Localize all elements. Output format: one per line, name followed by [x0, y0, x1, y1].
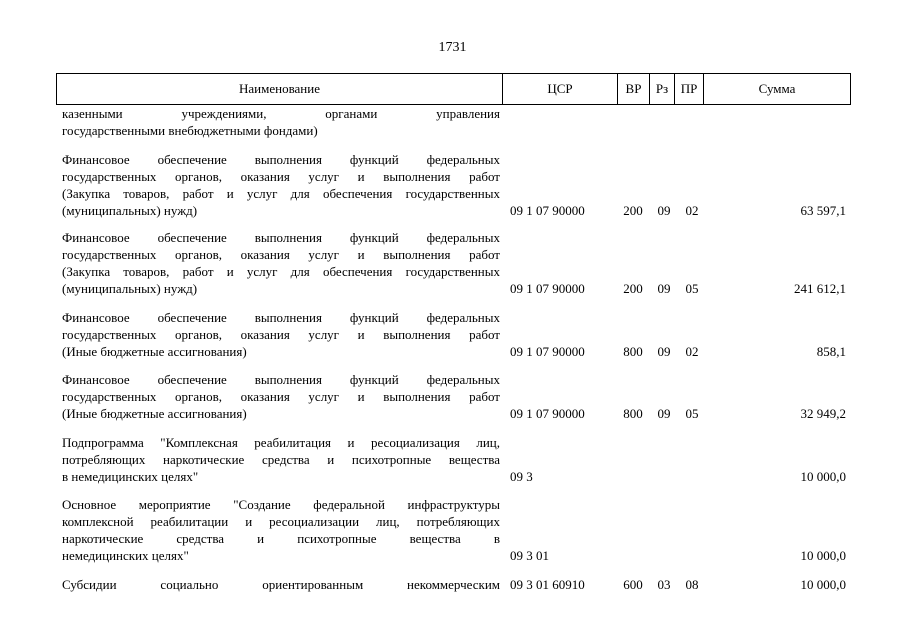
row-csr: 09 1 07 90000 — [510, 344, 585, 359]
row-name-line: Финансовое обеспечение выполнения функций федеральных — [62, 230, 500, 245]
row-sum: 858,1 — [816, 344, 846, 359]
row-sum: 10 000,0 — [800, 469, 846, 484]
continuation-line: казенными учреждениями, органами управления — [62, 106, 500, 121]
header-sum: Сумма — [758, 81, 796, 96]
row-name-line: немедицинских целях" — [62, 548, 189, 563]
row-sum: 63 597,1 — [800, 203, 846, 218]
row-name-line: потребляющих наркотические средства и психотропные вещества — [62, 452, 500, 467]
row-csr: 09 3 01 — [510, 548, 549, 563]
row-name-line: (Иные бюджетные ассигнования) — [62, 406, 247, 421]
row-name-line: наркотические средства и психотропные вещества в — [62, 531, 500, 546]
row-name-line: Финансовое обеспечение выполнения функций федеральных — [62, 372, 500, 387]
header-rz: Рз — [655, 81, 669, 96]
row-csr: 09 1 07 90000 — [510, 406, 585, 421]
row-rz: 09 — [657, 281, 671, 296]
row-rz: 03 — [657, 577, 671, 592]
row-sum: 10 000,0 — [800, 548, 846, 563]
row-csr: 09 3 — [510, 469, 533, 484]
row-rz: 09 — [657, 406, 671, 421]
row-rz: 09 — [657, 203, 671, 218]
table-header — [56, 73, 851, 105]
row-rz: 09 — [657, 344, 671, 359]
row-vr: 800 — [623, 406, 643, 421]
row-csr: 09 1 07 90000 — [510, 203, 585, 218]
row-name-line: Субсидии социально ориентированным некоммерческим — [62, 577, 500, 592]
row-name-line: (муниципальных) нужд) — [62, 203, 198, 218]
row-sum: 32 949,2 — [800, 406, 846, 421]
row-csr: 09 3 01 60910 — [510, 577, 585, 592]
row-name-line: государственных органов, оказания услуг и выполнения работ — [62, 327, 500, 342]
row-pr: 02 — [685, 203, 699, 218]
row-name-line: Финансовое обеспечение выполнения функций федеральных — [62, 310, 500, 325]
row-vr: 600 — [623, 577, 643, 592]
row-name-line: государственных органов, оказания услуг и выполнения работ — [62, 247, 500, 262]
row-pr: 05 — [685, 281, 699, 296]
row-pr: 05 — [685, 406, 699, 421]
row-name-line: комплексной реабилитации и ресоциализации лиц, потребляющих — [62, 514, 500, 529]
row-name-line: в немедицинских целях" — [62, 469, 199, 484]
header-vr: ВР — [625, 81, 642, 96]
row-vr: 200 — [623, 281, 643, 296]
header-csr: ЦСР — [547, 81, 573, 96]
row-name-line: (Иные бюджетные ассигнования) — [62, 344, 247, 359]
page-number: 1731 — [438, 40, 467, 55]
row-name-line: (муниципальных) нужд) — [62, 281, 198, 296]
row-sum: 241 612,1 — [794, 281, 846, 296]
continuation-line: государственными внебюджетными фондами) — [62, 123, 318, 138]
header-name: Наименование — [239, 81, 320, 96]
row-pr: 08 — [685, 577, 699, 592]
row-name-line: Финансовое обеспечение выполнения функций федеральных — [62, 152, 500, 167]
header-pr: ПР — [680, 81, 698, 96]
row-name-line: государственных органов, оказания услуг и выполнения работ — [62, 389, 500, 404]
row-name-line: (Закупка товаров, работ и услуг для обеспечения государственных — [62, 186, 500, 201]
row-name-line: (Закупка товаров, работ и услуг для обеспечения государственных — [62, 264, 500, 279]
row-name-line: государственных органов, оказания услуг и выполнения работ — [62, 169, 500, 184]
row-vr: 800 — [623, 344, 643, 359]
row-vr: 200 — [623, 203, 643, 218]
row-pr: 02 — [685, 344, 699, 359]
row-csr: 09 1 07 90000 — [510, 281, 585, 296]
row-name-line: Основное мероприятие "Создание федеральной инфраструктуры — [62, 497, 500, 512]
row-sum: 10 000,0 — [800, 577, 846, 592]
row-name-line: Подпрограмма "Комплексная реабилитация и ресоциализация лиц, — [62, 435, 500, 450]
